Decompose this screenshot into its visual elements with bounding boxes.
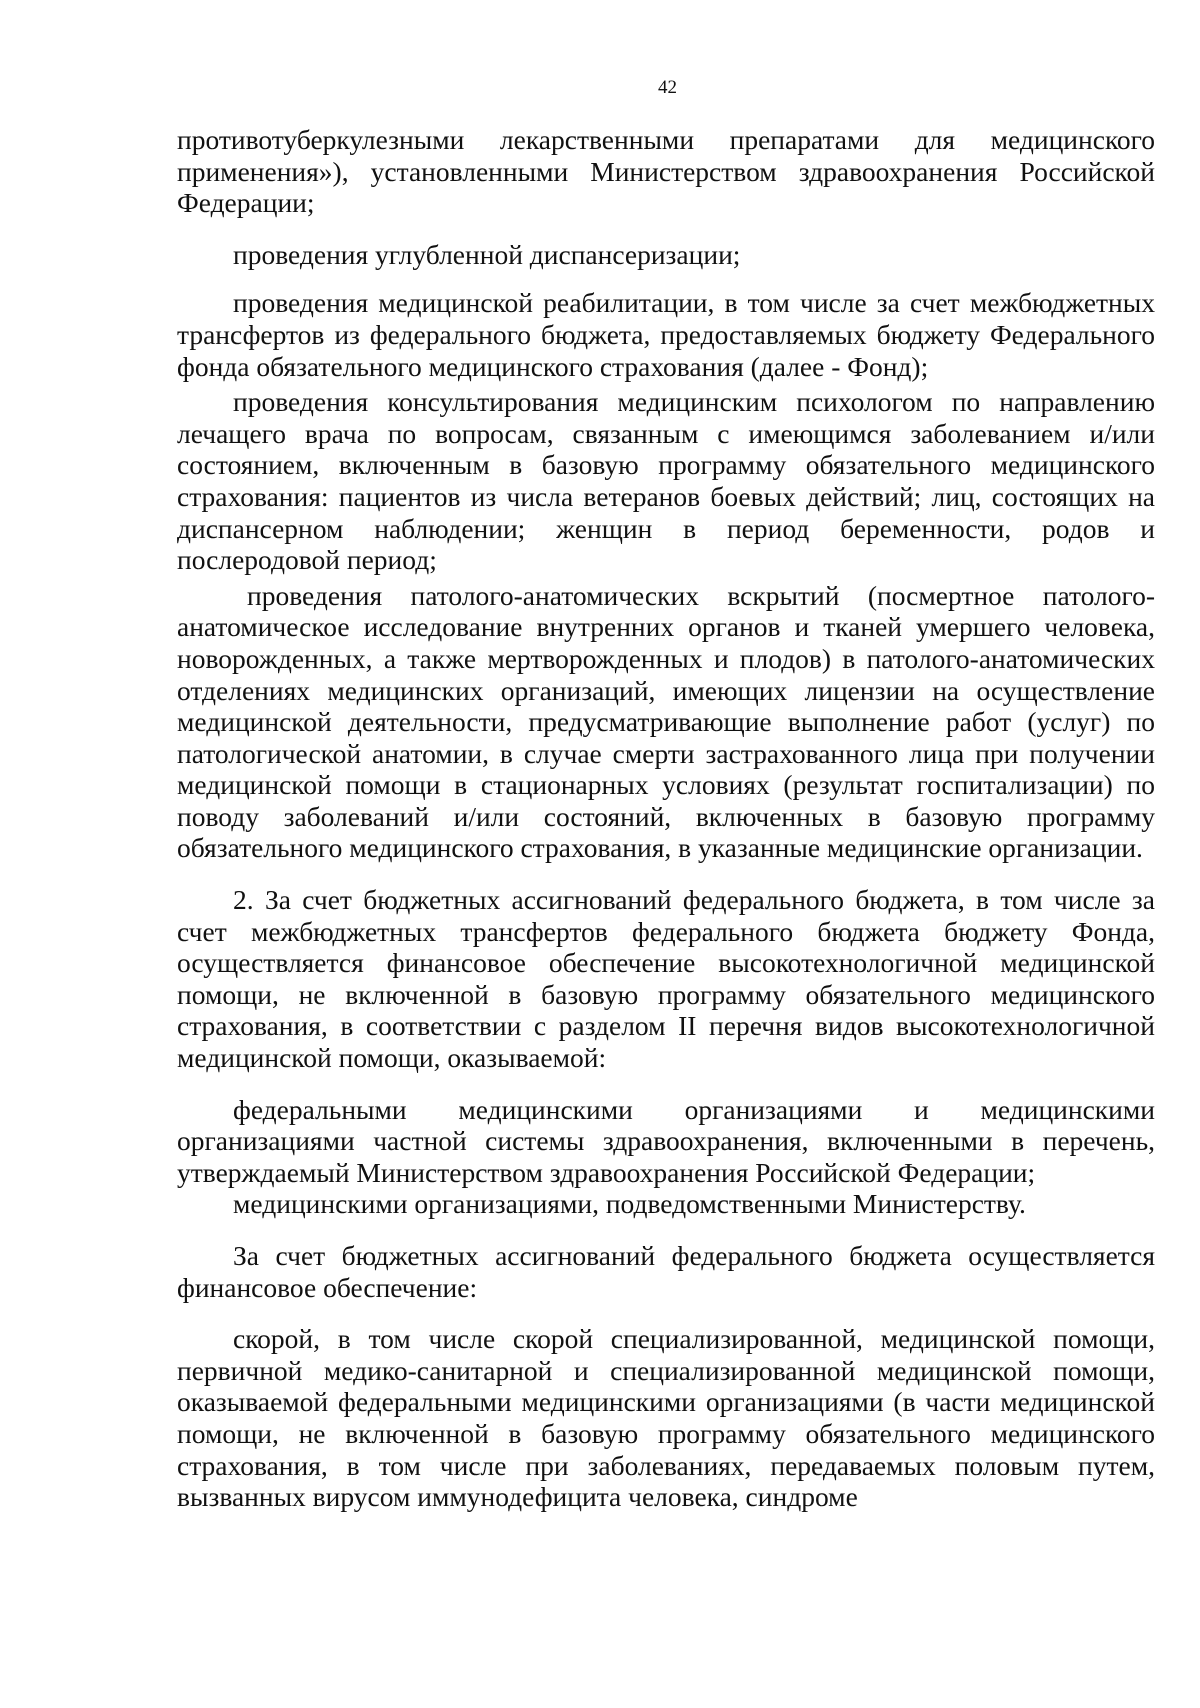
- paragraph-in-depth-examination: проведения углубленной диспансеризации;: [233, 238, 741, 270]
- paragraph-federal-organizations: федеральными медицинскими организациями и медицинскими организациями частной системы здравоохранения, включенными в перечень, утверждаемый Министерством здравоохранения Российской Федерации;: [177, 1093, 1155, 1188]
- document-body: [177, 124, 1155, 1513]
- page-number: 42: [658, 77, 677, 98]
- paragraph-psychologist-consultation: проведения консультирования медицинским психологом по направлению лечащего врача по вопросам, связанным с имеющимся заболеванием и/или состоянием, включенным в базовую программу обязательного медицинского страхования: пациентов из числа ветеранов боевых действий; лиц, состоящих на диспансерном наблюдении; женщин в период беременности, родов и послеродовой период;: [177, 386, 1155, 576]
- paragraph-continuation: противотуберкулезными лекарственными препаратами для медицинского применения»), установленными Министерством здравоохранения Российской Федерации;: [177, 124, 1155, 219]
- paragraph-section-2: 2. За счет бюджетных ассигнований федерального бюджета, в том числе за счет межбюджетных трансфертов федерального бюджета бюджету Фонда, осуществляется финансовое обеспечение высокотехнологичной медицинской помощи, не включенной в базовую программу обязательного медицинского страхования, в соответствии с разделом II перечня видов высокотехнологичной медицинской помощи, оказываемой:: [177, 884, 1155, 1074]
- paragraph-federal-budget-funding: За счет бюджетных ассигнований федерального бюджета осуществляется финансовое обеспечение:: [177, 1240, 1155, 1303]
- paragraph-emergency-care: скорой, в том числе скорой специализированной, медицинской помощи, первичной медико-санитарной и специализированной медицинской помощи, оказываемой федеральными медицинскими организациями (в части медицинской помощи, не включенной в базовую программу обязательного медицинского страхования, в том числе при заболеваниях, передаваемых половым путем, вызванных вирусом иммунодефицита человека, синдроме: [177, 1323, 1155, 1513]
- paragraph-autopsy: проведения патолого-анатомических вскрытий (посмертное патолого-анатомическое исследование внутренних органов и тканей умершего человека, новорожденных, а также мертворожденных и плодов) в патолого-анатомических отделениях медицинских организаций, имеющих лицензии на осуществление медицинской деятельности, предусматривающие выполнение работ (услуг) по патологической анатомии, в случае смерти застрахованного лица при получении медицинской помощи в стационарных условиях (результат госпитализации) по поводу заболеваний и/или состояний, включенных в базовую программу обязательного медицинского страхования, в указанные медицинские организации.: [177, 579, 1155, 864]
- paragraph-rehabilitation: проведения медицинской реабилитации, в том числе за счет межбюджетных трансфертов из федерального бюджета, предоставляемых бюджету Федерального фонда обязательного медицинского страхования (далее - Фонд);: [177, 287, 1155, 382]
- paragraph-subordinate-organizations: медицинскими организациями, подведомственными Министерству.: [233, 1188, 1026, 1220]
